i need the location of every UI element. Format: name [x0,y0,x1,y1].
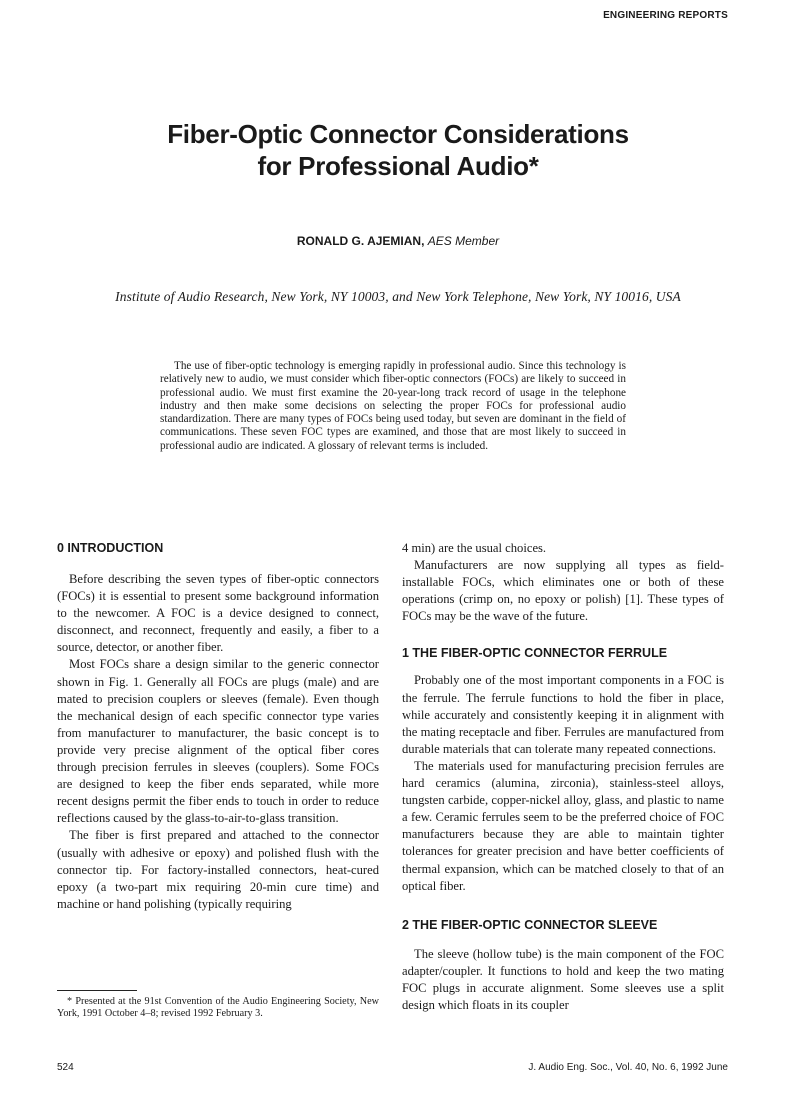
paper-title [0,118,796,182]
footnote-divider [57,990,137,991]
section-heading-introduction: 0 INTRODUCTION [57,541,164,555]
affiliation: Institute of Audio Research, New York, NY 10003, and New York Telephone, New York, NY 10016, USA [115,289,681,304]
page-number: 524 [57,1062,74,1073]
author-membership: AES Member [427,234,500,248]
ferrule-paragraph-2: The materials used for manufacturing precision ferrules are hard ceramics (alumina, zirconia), stainless-steel alloys, tungsten carbide, copper-nickel alloy, glass, and plastic to name a few. Ceramic ferrules seem to be the preferred choice of FOC manufacturers because they are able to maintain tighter tolerances for greater precision and have better coefficients of thermal expansion, which can be matched closely to that of an optical fiber. [402,758,724,893]
intro-paragraph-2: Most FOCs share a design similar to the generic connector shown in Fig. 1. Generally all FOCs are plugs (male) and are mated to precision couplers or sleeves (female). Even though the mechanical design of each specific connector type varies from manufacturer to manufacturer, the basic concept is to provide very precise alignment of the optical fiber cores through precision ferrules in sleeves (couplers). Some FOCs are designed to keep the fiber ends separated, while more recent designs permit the fiber ends to touch in order to reduce reflections caused by the glass-to-air-to-glass transition. [57,657,379,826]
intro-paragraph-3: The fiber is first prepared and attached to the connector (usually with adhesive or epoxy) and polished flush with the connector tip. For factory-installed connectors, heat-cured epoxy (a two-part mix requiring 20-min cure time) and machine or hand polishing (typically requiring [57,828,379,911]
intro-paragraph-1: Before describing the seven types of fiber-optic connectors (FOCs) it is essential to present some background information to the newcomer. A FOC is a device designed to connect, disconnect, and reconnect, frequently and easily, a fiber to a source, detector, or another fiber. [57,572,379,655]
sleeve-paragraph-1: The sleeve (hollow tube) is the main component of the FOC adapter/coupler. It functions to hold and keep the two mating FOC plugs in accurate alignment. Some sleeves use a split design which floats in its coupler [402,946,724,1012]
intro-paragraph-3-continued: 4 min) are the usual choices. [402,541,547,555]
footnote: * Presented at the 91st Convention of the Audio Engineering Society, New York, 1991 October 4–8; revised 1992 February 3. [57,996,379,1020]
intro-paragraph-4: Manufacturers are now supplying all types as field-installable FOCs, which eliminates one or both of these operations (crimp on, no epoxy or polish) [1]. These types of FOCs may be the wave of the future. [402,558,724,624]
abstract: The use of fiber-optic technology is emerging rapidly in professional audio. Since this technology is relatively new to audio, we must consider which fiber-optic connectors (FOCs) are likely to succeed in professional audio. We must first examine the 20-year-long track record of usage in the telephone industry and then make some decisions on selecting the proper FOCs for professional audio standardization. There are many types of FOCs being used today, but seven are dominant in the field of communications. These seven FOC types are examined, and those that are most likely to succeed in professional audio are indicated. A glossary of relevant terms is included. [160,360,626,452]
right-column [402,540,724,1014]
running-head: ENGINEERING REPORTS [603,10,728,21]
left-column [57,540,379,913]
author-name: RONALD G. AJEMIAN, [296,234,425,248]
author-line [0,234,796,248]
journal-reference: J. Audio Eng. Soc., Vol. 40, No. 6, 1992 June [528,1062,728,1073]
ferrule-paragraph-1: Probably one of the most important components in a FOC is the ferrule. The ferrule functions to hold the fiber in place, while accurately and consistently keeping it in alignment with the mating receptacle and fiber. Ferrules are manufactured from durable materials that can tolerate many repeated connections. [402,673,724,756]
section-heading-sleeve: 2 THE FIBER-OPTIC CONNECTOR SLEEVE [402,917,658,932]
paper-title-line-1: Fiber-Optic Connector Considerations [167,119,629,149]
section-heading-ferrule: 1 THE FIBER-OPTIC CONNECTOR FERRULE [402,646,668,661]
paper-title-line-2: for Professional Audio* [257,151,539,181]
